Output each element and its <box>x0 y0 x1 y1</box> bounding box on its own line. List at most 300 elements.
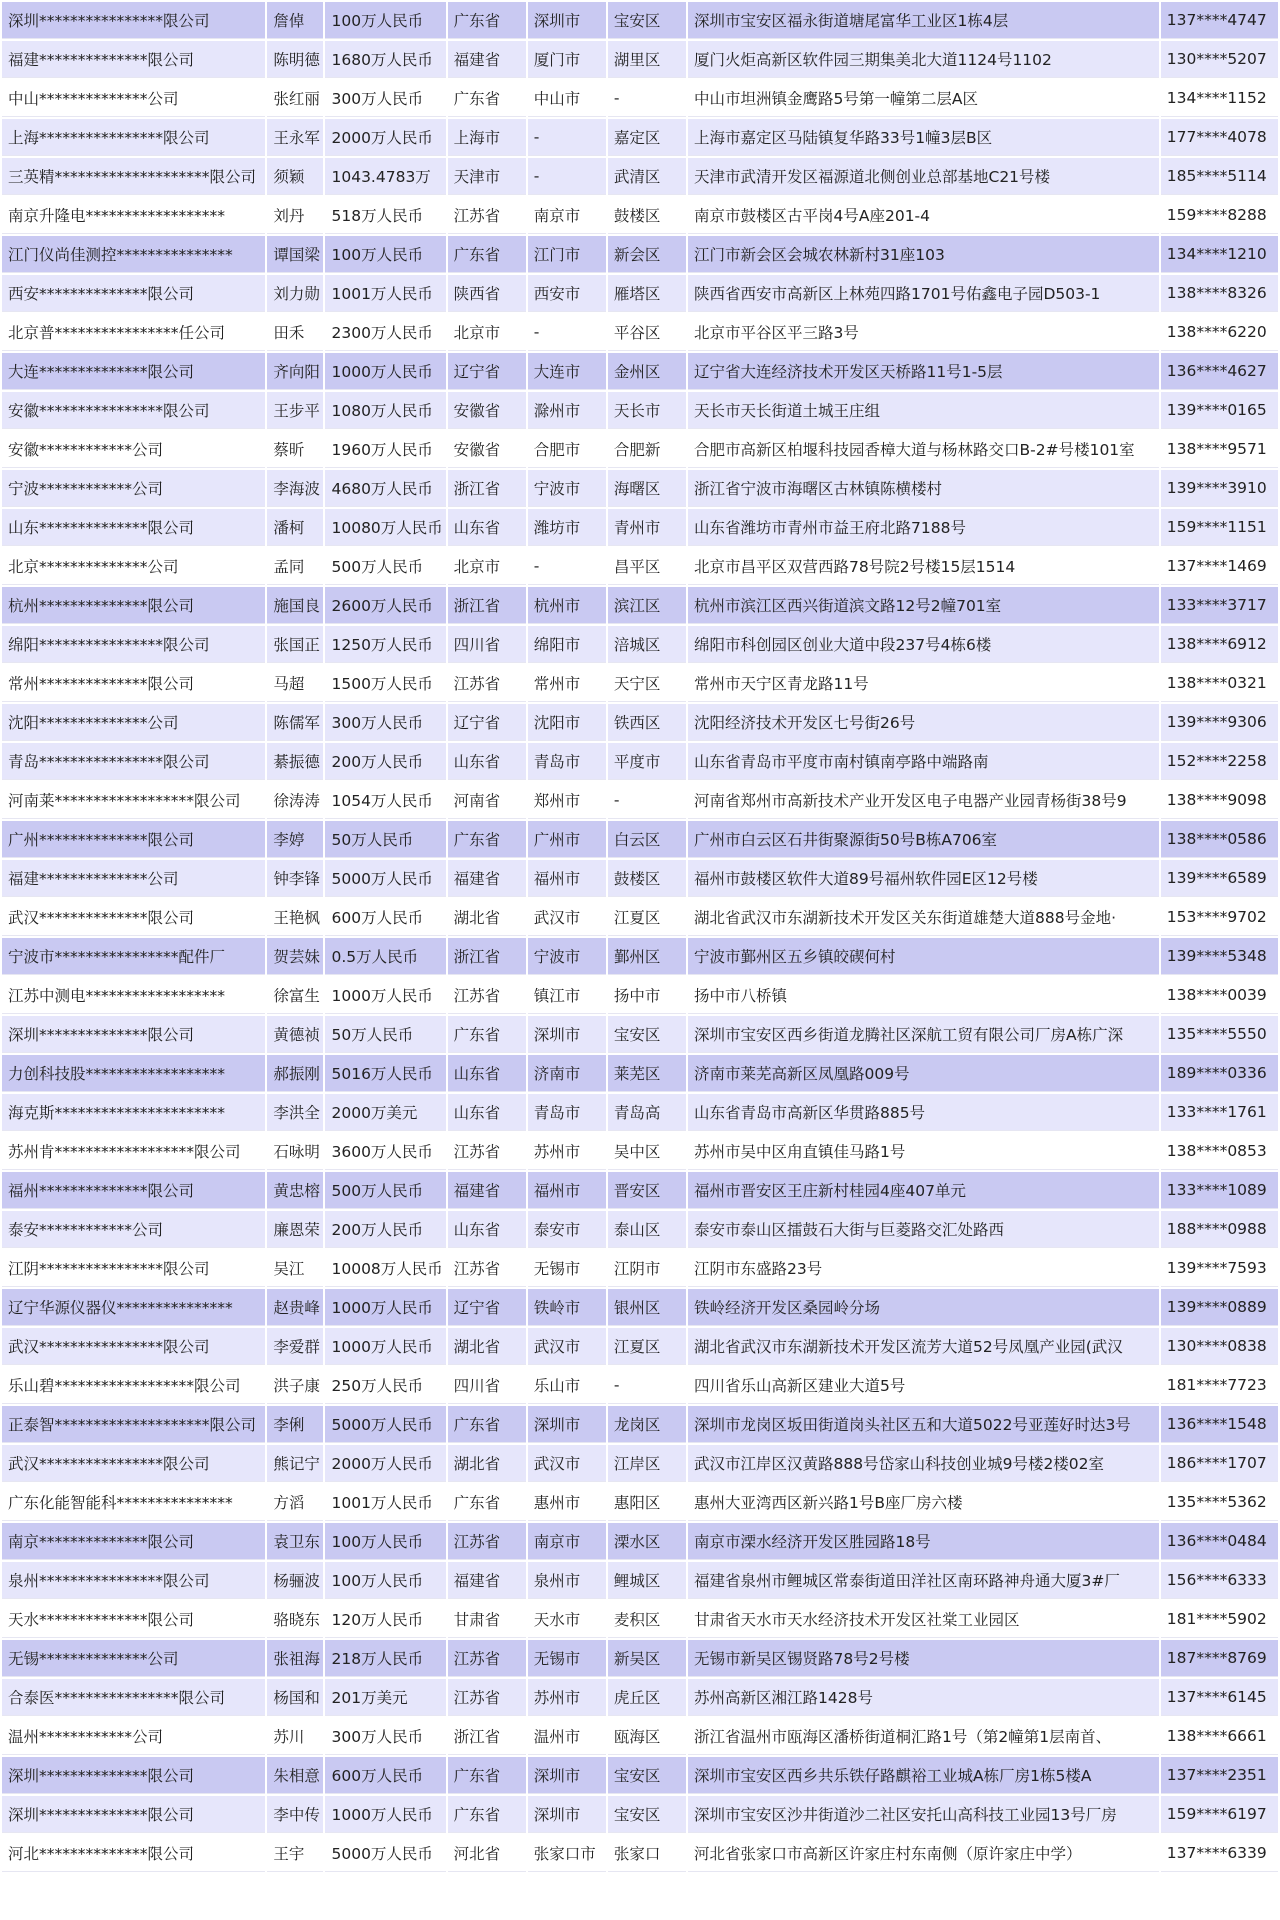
person-cell: 詹倬 <box>267 2 323 39</box>
address-cell: 常州市天宁区青龙路11号 <box>688 665 1159 702</box>
person-cell: 洪子康 <box>267 1367 323 1404</box>
address-cell: 浙江省宁波市海曙区古林镇陈横楼村 <box>688 470 1159 507</box>
company-cell: 深圳**************限公司 <box>2 1757 265 1794</box>
city-cell: 青岛市 <box>528 743 606 780</box>
table-row <box>2 80 1278 117</box>
province-cell: 江苏省 <box>448 1250 526 1287</box>
province-cell: 浙江省 <box>448 1718 526 1755</box>
province-cell: 广东省 <box>448 1484 526 1521</box>
capital-cell: 50万人民币 <box>325 1016 445 1053</box>
city-cell: 绵阳市 <box>528 626 606 663</box>
address-cell: 无锡市新吴区锡贤路78号2号楼 <box>688 1640 1159 1677</box>
address-cell: 深圳市宝安区沙井街道沙二社区安托山高科技工业园13号厂房 <box>688 1796 1159 1833</box>
phone-cell: 137****2351 <box>1161 1757 1278 1794</box>
district-cell: 嘉定区 <box>608 119 686 156</box>
district-cell: 天长市 <box>608 392 686 429</box>
city-cell: 镇江市 <box>528 977 606 1014</box>
table-row <box>2 548 1278 585</box>
person-cell: 须颖 <box>267 158 323 195</box>
province-cell: 山东省 <box>448 1094 526 1131</box>
person-cell: 熊记宁 <box>267 1445 323 1482</box>
person-cell: 刘丹 <box>267 197 323 234</box>
capital-cell: 100万人民币 <box>325 1562 445 1599</box>
address-cell: 福州市鼓楼区软件大道89号福州软件园E区12号楼 <box>688 860 1159 897</box>
province-cell: 江苏省 <box>448 1640 526 1677</box>
phone-cell: 138****9571 <box>1161 431 1278 468</box>
province-cell: 山东省 <box>448 743 526 780</box>
company-cell: 安徽****************限公司 <box>2 392 265 429</box>
table-row <box>2 1055 1278 1092</box>
city-cell: 铁岭市 <box>528 1289 606 1326</box>
company-cell: 中山**************公司 <box>2 80 265 117</box>
table-row <box>2 1796 1278 1833</box>
district-cell: - <box>608 782 686 819</box>
phone-cell: 138****6661 <box>1161 1718 1278 1755</box>
company-cell: 三英精********************限公司 <box>2 158 265 195</box>
city-cell: 深圳市 <box>528 1406 606 1443</box>
capital-cell: 1960万人民币 <box>325 431 445 468</box>
province-cell: 辽宁省 <box>448 1289 526 1326</box>
address-cell: 河北省张家口市高新区许家庄村东南侧（原许家庄中学） <box>688 1835 1159 1872</box>
district-cell: 宝安区 <box>608 1757 686 1794</box>
table-row <box>2 1445 1278 1482</box>
province-cell: 辽宁省 <box>448 704 526 741</box>
person-cell: 郝振刚 <box>267 1055 323 1092</box>
table-row <box>2 1757 1278 1794</box>
province-cell: 江苏省 <box>448 197 526 234</box>
address-cell: 北京市昌平区双营西路78号院2号楼15层1514 <box>688 548 1159 585</box>
phone-cell: 159****6197 <box>1161 1796 1278 1833</box>
capital-cell: 2000万美元 <box>325 1094 445 1131</box>
district-cell: 惠阳区 <box>608 1484 686 1521</box>
province-cell: 陕西省 <box>448 275 526 312</box>
city-cell: 深圳市 <box>528 1796 606 1833</box>
capital-cell: 1000万人民币 <box>325 977 445 1014</box>
table-row <box>2 1172 1278 1209</box>
table-row <box>2 938 1278 975</box>
address-cell: 天长市天长街道土城王庄组 <box>688 392 1159 429</box>
city-cell: 福州市 <box>528 860 606 897</box>
phone-cell: 177****4078 <box>1161 119 1278 156</box>
province-cell: 江苏省 <box>448 665 526 702</box>
province-cell: 江苏省 <box>448 977 526 1014</box>
city-cell: 济南市 <box>528 1055 606 1092</box>
district-cell: 青州市 <box>608 509 686 546</box>
district-cell: 江夏区 <box>608 899 686 936</box>
address-cell: 沈阳经济技术开发区七号街26号 <box>688 704 1159 741</box>
district-cell: 鲤城区 <box>608 1562 686 1599</box>
table-row <box>2 197 1278 234</box>
person-cell: 王宇 <box>267 1835 323 1872</box>
province-cell: 江苏省 <box>448 1679 526 1716</box>
district-cell: 新吴区 <box>608 1640 686 1677</box>
city-cell: - <box>528 119 606 156</box>
table-row <box>2 860 1278 897</box>
company-cell: 广州**************限公司 <box>2 821 265 858</box>
company-cell: 上海****************限公司 <box>2 119 265 156</box>
capital-cell: 300万人民币 <box>325 1718 445 1755</box>
province-cell: 北京市 <box>448 548 526 585</box>
person-cell: 李洪全 <box>267 1094 323 1131</box>
district-cell: - <box>608 1367 686 1404</box>
district-cell: 昌平区 <box>608 548 686 585</box>
address-cell: 苏州市吴中区甪直镇佳马路1号 <box>688 1133 1159 1170</box>
district-cell: - <box>608 80 686 117</box>
address-cell: 浙江省温州市瓯海区潘桥街道桐汇路1号（第2幢第1层南首、 <box>688 1718 1159 1755</box>
address-cell: 厦门火炬高新区软件园三期集美北大道1124号1102 <box>688 41 1159 78</box>
city-cell: 张家口市 <box>528 1835 606 1872</box>
district-cell: 滨江区 <box>608 587 686 624</box>
company-cell: 深圳**************限公司 <box>2 1796 265 1833</box>
person-cell: 张红丽 <box>267 80 323 117</box>
person-cell: 刘力勋 <box>267 275 323 312</box>
person-cell: 马超 <box>267 665 323 702</box>
address-cell: 合肥市高新区柏堰科技园香樟大道与杨林路交口B-2#号楼101室 <box>688 431 1159 468</box>
address-cell: 南京市鼓楼区古平岗4号A座201-4 <box>688 197 1159 234</box>
district-cell: 晋安区 <box>608 1172 686 1209</box>
phone-cell: 136****1548 <box>1161 1406 1278 1443</box>
table-row <box>2 431 1278 468</box>
company-cell: 北京普****************任公司 <box>2 314 265 351</box>
person-cell: 王步平 <box>267 392 323 429</box>
table-row <box>2 899 1278 936</box>
table-row <box>2 587 1278 624</box>
province-cell: 安徽省 <box>448 431 526 468</box>
address-cell: 深圳市宝安区西乡街道龙腾社区深航工贸有限公司厂房A栋广深 <box>688 1016 1159 1053</box>
person-cell: 黄忠榕 <box>267 1172 323 1209</box>
company-cell: 大连**************限公司 <box>2 353 265 390</box>
province-cell: 四川省 <box>448 1367 526 1404</box>
capital-cell: 50万人民币 <box>325 821 445 858</box>
province-cell: 福建省 <box>448 860 526 897</box>
person-cell: 杨国和 <box>267 1679 323 1716</box>
district-cell: 银州区 <box>608 1289 686 1326</box>
table-row <box>2 1367 1278 1404</box>
district-cell: 新会区 <box>608 236 686 273</box>
company-cell: 辽宁华源仪器仪*************** <box>2 1289 265 1326</box>
capital-cell: 1000万人民币 <box>325 1328 445 1365</box>
person-cell: 田禾 <box>267 314 323 351</box>
company-cell: 海克斯********************** <box>2 1094 265 1131</box>
city-cell: 南京市 <box>528 197 606 234</box>
district-cell: 铁西区 <box>608 704 686 741</box>
capital-cell: 5016万人民币 <box>325 1055 445 1092</box>
phone-cell: 137****6145 <box>1161 1679 1278 1716</box>
capital-cell: 5000万人民币 <box>325 860 445 897</box>
district-cell: 泰山区 <box>608 1211 686 1248</box>
address-cell: 福州市晋安区王庄新村桂园4座407单元 <box>688 1172 1159 1209</box>
person-cell: 李中传 <box>267 1796 323 1833</box>
province-cell: 安徽省 <box>448 392 526 429</box>
address-cell: 深圳市宝安区福永街道塘尾富华工业区1栋4层 <box>688 2 1159 39</box>
capital-cell: 1054万人民币 <box>325 782 445 819</box>
table-row <box>2 1835 1278 1872</box>
table-row <box>2 1601 1278 1638</box>
province-cell: 天津市 <box>448 158 526 195</box>
person-cell: 苏川 <box>267 1718 323 1755</box>
table-body <box>2 2 1278 1872</box>
city-cell: 大连市 <box>528 353 606 390</box>
address-cell: 泰安市泰山区擂鼓石大街与巨菱路交汇处路西 <box>688 1211 1159 1248</box>
person-cell: 袁卫东 <box>267 1523 323 1560</box>
capital-cell: 300万人民币 <box>325 80 445 117</box>
company-cell: 绵阳****************限公司 <box>2 626 265 663</box>
person-cell: 徐涛涛 <box>267 782 323 819</box>
table-row <box>2 314 1278 351</box>
district-cell: 海曙区 <box>608 470 686 507</box>
company-cell: 武汉**************限公司 <box>2 899 265 936</box>
phone-cell: 138****9098 <box>1161 782 1278 819</box>
phone-cell: 136****4627 <box>1161 353 1278 390</box>
person-cell: 綦振德 <box>267 743 323 780</box>
province-cell: 山东省 <box>448 509 526 546</box>
phone-cell: 130****0838 <box>1161 1328 1278 1365</box>
address-cell: 惠州大亚湾西区新兴路1号B座厂房六楼 <box>688 1484 1159 1521</box>
province-cell: 浙江省 <box>448 587 526 624</box>
table-row <box>2 821 1278 858</box>
company-cell: 苏州肯******************限公司 <box>2 1133 265 1170</box>
phone-cell: 139****5348 <box>1161 938 1278 975</box>
address-cell: 武汉市江岸区汉黄路888号岱家山科技创业城9号楼2楼02室 <box>688 1445 1159 1482</box>
capital-cell: 1250万人民币 <box>325 626 445 663</box>
city-cell: 福州市 <box>528 1172 606 1209</box>
province-cell: 福建省 <box>448 41 526 78</box>
person-cell: 施国良 <box>267 587 323 624</box>
phone-cell: 138****0853 <box>1161 1133 1278 1170</box>
table-row <box>2 1289 1278 1326</box>
district-cell: 湖里区 <box>608 41 686 78</box>
phone-cell: 136****0484 <box>1161 1523 1278 1560</box>
province-cell: 福建省 <box>448 1562 526 1599</box>
district-cell: 吴中区 <box>608 1133 686 1170</box>
phone-cell: 138****8326 <box>1161 275 1278 312</box>
company-cell: 南京升隆电****************** <box>2 197 265 234</box>
phone-cell: 139****6589 <box>1161 860 1278 897</box>
person-cell: 黄德祯 <box>267 1016 323 1053</box>
district-cell: 白云区 <box>608 821 686 858</box>
table-row <box>2 1094 1278 1131</box>
company-cell: 福建**************限公司 <box>2 41 265 78</box>
capital-cell: 2000万人民币 <box>325 1445 445 1482</box>
person-cell: 赵贵峰 <box>267 1289 323 1326</box>
capital-cell: 1080万人民币 <box>325 392 445 429</box>
province-cell: 广东省 <box>448 1757 526 1794</box>
city-cell: 宁波市 <box>528 470 606 507</box>
address-cell: 苏州高新区湘江路1428号 <box>688 1679 1159 1716</box>
city-cell: 深圳市 <box>528 1016 606 1053</box>
table-row <box>2 1250 1278 1287</box>
company-cell: 沈阳**************公司 <box>2 704 265 741</box>
district-cell: 青岛高 <box>608 1094 686 1131</box>
phone-cell: 139****7593 <box>1161 1250 1278 1287</box>
table-row <box>2 1406 1278 1443</box>
address-cell: 江门市新会区会城农林新村31座103 <box>688 236 1159 273</box>
city-cell: 青岛市 <box>528 1094 606 1131</box>
address-cell: 湖北省武汉市东湖新技术开发区关东街道雄楚大道888号金地· <box>688 899 1159 936</box>
table-row <box>2 704 1278 741</box>
address-cell: 宁波市鄞州区五乡镇皎碶何村 <box>688 938 1159 975</box>
company-cell: 温州************公司 <box>2 1718 265 1755</box>
district-cell: 鄞州区 <box>608 938 686 975</box>
capital-cell: 2000万人民币 <box>325 119 445 156</box>
city-cell: 南京市 <box>528 1523 606 1560</box>
person-cell: 陈明德 <box>267 41 323 78</box>
address-cell: 四川省乐山高新区建业大道5号 <box>688 1367 1159 1404</box>
district-cell: 宝安区 <box>608 2 686 39</box>
capital-cell: 5000万人民币 <box>325 1835 445 1872</box>
table-row <box>2 1484 1278 1521</box>
table-row <box>2 977 1278 1014</box>
city-cell: 泰安市 <box>528 1211 606 1248</box>
address-cell: 铁岭经济开发区桑园岭分场 <box>688 1289 1159 1326</box>
province-cell: 上海市 <box>448 119 526 156</box>
phone-cell: 186****1707 <box>1161 1445 1278 1482</box>
company-cell: 武汉****************限公司 <box>2 1445 265 1482</box>
capital-cell: 1680万人民币 <box>325 41 445 78</box>
table-row <box>2 743 1278 780</box>
table-row <box>2 1640 1278 1677</box>
district-cell: 莱芜区 <box>608 1055 686 1092</box>
phone-cell: 134****1210 <box>1161 236 1278 273</box>
phone-cell: 133****1089 <box>1161 1172 1278 1209</box>
company-cell: 力创科技股****************** <box>2 1055 265 1092</box>
capital-cell: 1000万人民币 <box>325 1289 445 1326</box>
person-cell: 李婷 <box>267 821 323 858</box>
table-row <box>2 1211 1278 1248</box>
capital-cell: 5000万人民币 <box>325 1406 445 1443</box>
capital-cell: 1000万人民币 <box>325 353 445 390</box>
address-cell: 辽宁省大连经济技术开发区天桥路11号1-5层 <box>688 353 1159 390</box>
district-cell: 江阴市 <box>608 1250 686 1287</box>
city-cell: 沈阳市 <box>528 704 606 741</box>
phone-cell: 130****5207 <box>1161 41 1278 78</box>
address-cell: 北京市平谷区平三路3号 <box>688 314 1159 351</box>
district-cell: 鼓楼区 <box>608 860 686 897</box>
province-cell: 辽宁省 <box>448 353 526 390</box>
capital-cell: 500万人民币 <box>325 548 445 585</box>
phone-cell: 138****6220 <box>1161 314 1278 351</box>
capital-cell: 1043.4783万 <box>325 158 445 195</box>
company-cell: 南京**************限公司 <box>2 1523 265 1560</box>
company-cell: 江门仪尚佳测控*************** <box>2 236 265 273</box>
capital-cell: 10008万人民币 <box>325 1250 445 1287</box>
province-cell: 广东省 <box>448 1016 526 1053</box>
capital-cell: 120万人民币 <box>325 1601 445 1638</box>
province-cell: 江苏省 <box>448 1523 526 1560</box>
address-cell: 湖北省武汉市东湖新技术开发区流芳大道52号凤凰产业园(武汉 <box>688 1328 1159 1365</box>
company-cell: 宁波市****************配件厂 <box>2 938 265 975</box>
person-cell: 孟同 <box>267 548 323 585</box>
address-cell: 绵阳市科创园区创业大道中段237号4栋6楼 <box>688 626 1159 663</box>
person-cell: 谭国梁 <box>267 236 323 273</box>
province-cell: 浙江省 <box>448 938 526 975</box>
district-cell: 虎丘区 <box>608 1679 686 1716</box>
city-cell: 天水市 <box>528 1601 606 1638</box>
person-cell: 方滔 <box>267 1484 323 1521</box>
district-cell: 溧水区 <box>608 1523 686 1560</box>
capital-cell: 201万美元 <box>325 1679 445 1716</box>
address-cell: 深圳市龙岗区坂田街道岗头社区五和大道5022号亚莲好时达3号 <box>688 1406 1159 1443</box>
table-row <box>2 1679 1278 1716</box>
city-cell: 深圳市 <box>528 1757 606 1794</box>
city-cell: 深圳市 <box>528 2 606 39</box>
city-cell: 温州市 <box>528 1718 606 1755</box>
province-cell: 广东省 <box>448 236 526 273</box>
phone-cell: 187****8769 <box>1161 1640 1278 1677</box>
province-cell: 广东省 <box>448 80 526 117</box>
company-cell: 常州**************限公司 <box>2 665 265 702</box>
district-cell: 张家口 <box>608 1835 686 1872</box>
capital-cell: 1001万人民币 <box>325 1484 445 1521</box>
province-cell: 北京市 <box>448 314 526 351</box>
capital-cell: 600万人民币 <box>325 899 445 936</box>
city-cell: 杭州市 <box>528 587 606 624</box>
phone-cell: 152****2258 <box>1161 743 1278 780</box>
person-cell: 张祖海 <box>267 1640 323 1677</box>
address-cell: 中山市坦洲镇金鹰路5号第一幢第二层A区 <box>688 80 1159 117</box>
person-cell: 骆晓东 <box>267 1601 323 1638</box>
company-cell: 山东**************限公司 <box>2 509 265 546</box>
capital-cell: 2600万人民币 <box>325 587 445 624</box>
table-row <box>2 626 1278 663</box>
company-cell: 武汉****************限公司 <box>2 1328 265 1365</box>
capital-cell: 4680万人民币 <box>325 470 445 507</box>
address-cell: 福建省泉州市鲤城区常泰街道田洋社区南环路神舟通大厦3#厂 <box>688 1562 1159 1599</box>
province-cell: 浙江省 <box>448 470 526 507</box>
phone-cell: 139****0889 <box>1161 1289 1278 1326</box>
person-cell: 王永军 <box>267 119 323 156</box>
district-cell: 平度市 <box>608 743 686 780</box>
capital-cell: 600万人民币 <box>325 1757 445 1794</box>
city-cell: 惠州市 <box>528 1484 606 1521</box>
address-cell: 杭州市滨江区西兴街道滨文路12号2幢701室 <box>688 587 1159 624</box>
table-row <box>2 119 1278 156</box>
table-row <box>2 1562 1278 1599</box>
table-row <box>2 2 1278 39</box>
company-cell: 河南莱******************限公司 <box>2 782 265 819</box>
district-cell: 江夏区 <box>608 1328 686 1365</box>
company-cell: 泰安************公司 <box>2 1211 265 1248</box>
table-row <box>2 1016 1278 1053</box>
city-cell: 常州市 <box>528 665 606 702</box>
person-cell: 李俐 <box>267 1406 323 1443</box>
table-row <box>2 158 1278 195</box>
capital-cell: 300万人民币 <box>325 704 445 741</box>
province-cell: 湖北省 <box>448 899 526 936</box>
province-cell: 广东省 <box>448 2 526 39</box>
company-cell: 正泰智********************限公司 <box>2 1406 265 1443</box>
address-cell: 山东省青岛市平度市南村镇南亭路中端路南 <box>688 743 1159 780</box>
district-cell: 武清区 <box>608 158 686 195</box>
capital-cell: 218万人民币 <box>325 1640 445 1677</box>
district-cell: 金州区 <box>608 353 686 390</box>
city-cell: 广州市 <box>528 821 606 858</box>
person-cell: 李爱群 <box>267 1328 323 1365</box>
company-cell: 杭州**************限公司 <box>2 587 265 624</box>
city-cell: 武汉市 <box>528 1445 606 1482</box>
city-cell: 苏州市 <box>528 1133 606 1170</box>
company-cell: 天水**************限公司 <box>2 1601 265 1638</box>
capital-cell: 100万人民币 <box>325 1523 445 1560</box>
city-cell: 无锡市 <box>528 1250 606 1287</box>
phone-cell: 133****3717 <box>1161 587 1278 624</box>
company-cell: 合泰医****************限公司 <box>2 1679 265 1716</box>
person-cell: 齐向阳 <box>267 353 323 390</box>
phone-cell: 156****6333 <box>1161 1562 1278 1599</box>
city-cell: 乐山市 <box>528 1367 606 1404</box>
city-cell: 潍坊市 <box>528 509 606 546</box>
city-cell: 郑州市 <box>528 782 606 819</box>
